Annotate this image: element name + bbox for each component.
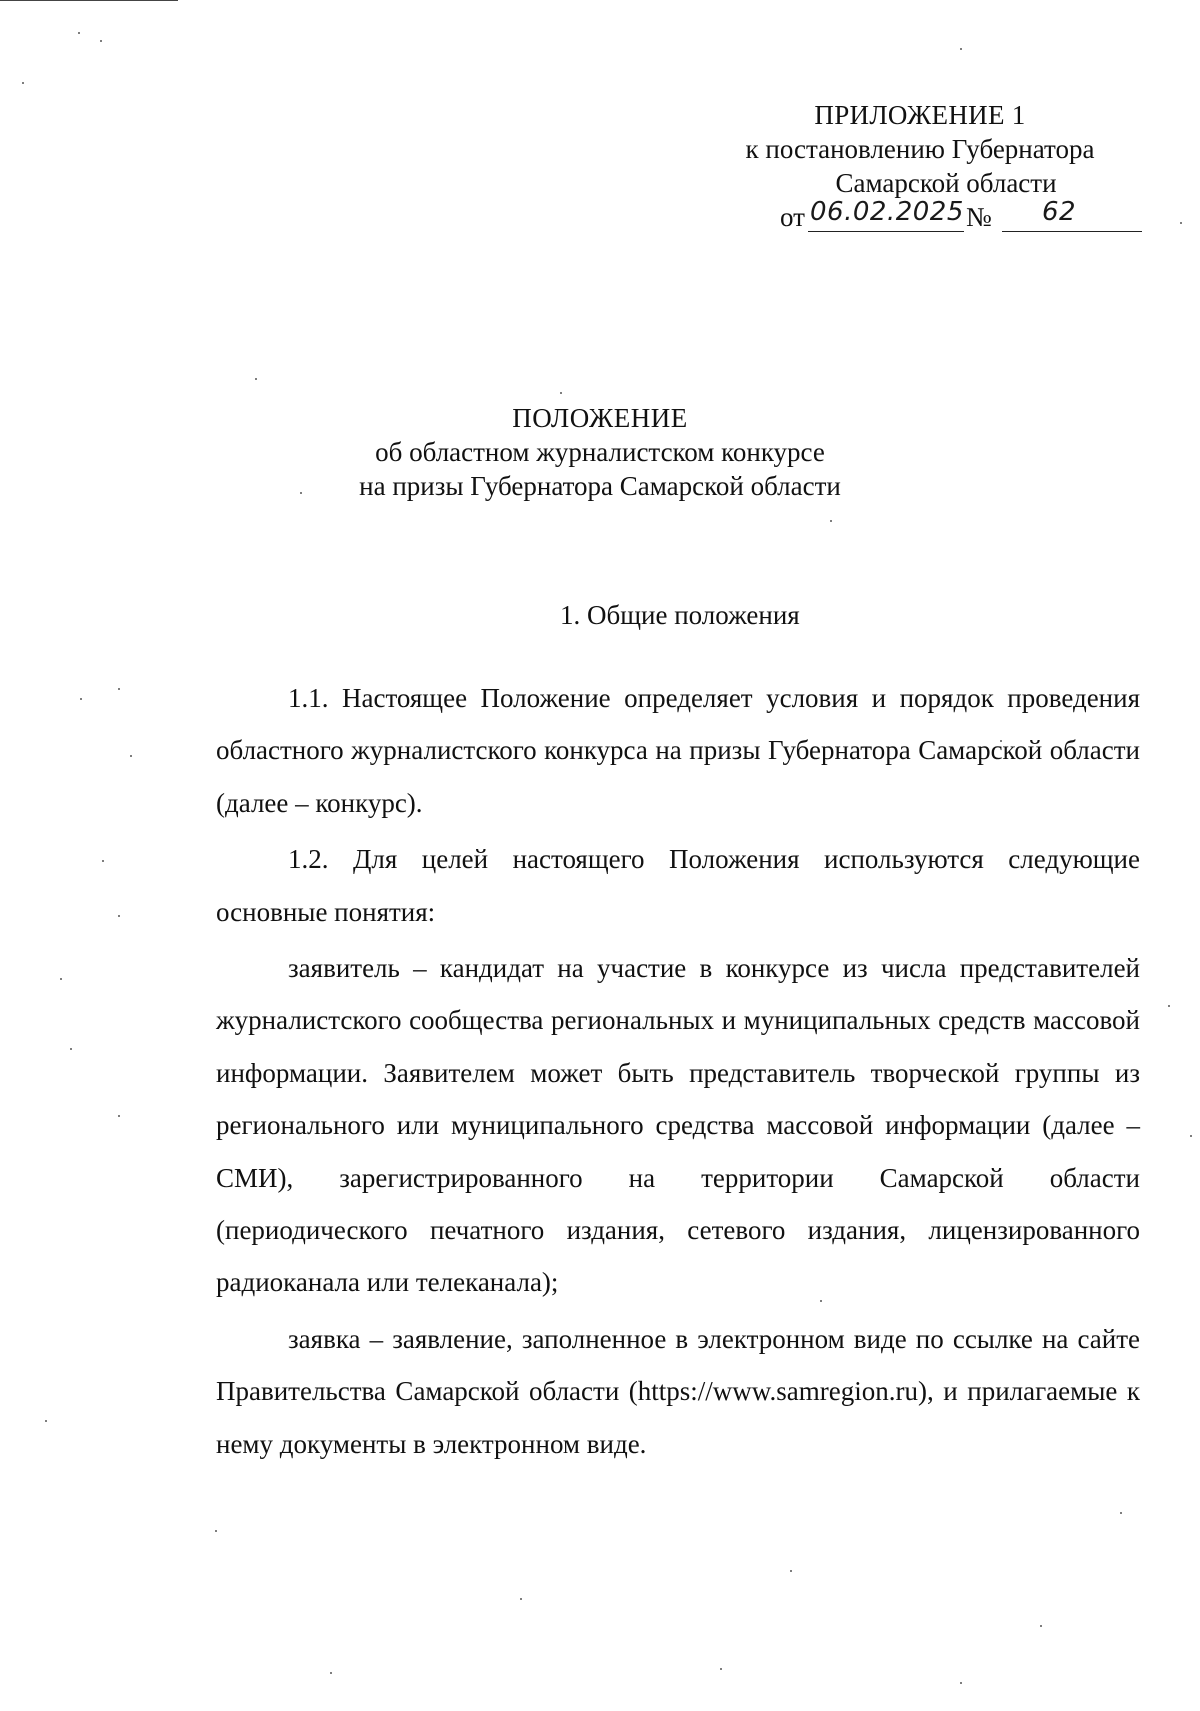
scan-speck xyxy=(330,1672,332,1674)
paragraph-1-2: 1.2. Для целей настоящего Положения используются следующие основные понятия: xyxy=(216,844,1140,927)
scan-speck xyxy=(1180,222,1182,224)
title-line-3: на призы Губернатора Самарской области xyxy=(359,471,841,501)
number-sign: № xyxy=(966,202,992,232)
document-title xyxy=(0,401,1200,503)
scan-speck xyxy=(70,1048,72,1050)
title-line-2: об областном журналистском конкурсе xyxy=(375,437,825,467)
handwritten-number: 62 xyxy=(1042,197,1077,227)
scan-speck xyxy=(960,1682,962,1684)
scan-speck xyxy=(960,48,962,50)
scan-speck xyxy=(1190,1135,1192,1137)
appendix-resolution-line: к постановлению Губернатора xyxy=(745,134,1095,164)
definition-application: заявка – заявление, заполненное в электронном виде по ссылке на сайте Правительства Самарской области (https://www.samregion.ru), и прилагаемые к нему документы в электронном виде. xyxy=(216,1323,1140,1459)
scan-speck xyxy=(118,688,120,690)
section-heading: 1. Общие положения xyxy=(560,600,800,630)
scan-speck xyxy=(720,1668,722,1670)
scan-speck xyxy=(790,1570,792,1572)
body-text xyxy=(216,672,1140,1474)
scan-speck xyxy=(1168,1005,1170,1007)
definition-applicant: заявитель – кандидат на участие в конкурсе из числа представителей журналистского сообщества региональных и муниципальных средств массовой информации. Заявителем может быть представитель творческой группы из регионального или муниципального средства массовой информации (далее – СМИ), зарегистрированного на территории Самарской области (периодического печатного издания, сетевого издания, лицензированного радиоканала или телеканала); xyxy=(216,953,1140,1298)
title-line-1: ПОЛОЖЕНИЕ xyxy=(512,403,688,433)
scan-speck xyxy=(130,755,132,757)
appendix-title: ПРИЛОЖЕНИЕ 1 xyxy=(814,100,1026,130)
scan-speck xyxy=(60,978,62,980)
appendix-header xyxy=(710,98,1130,200)
handwritten-date: 06.02.2025 xyxy=(810,197,964,227)
date-number-line xyxy=(780,198,1142,236)
scan-speck xyxy=(215,1530,217,1532)
appendix-region-line: Самарской области xyxy=(835,168,1057,198)
scan-speck xyxy=(830,520,832,522)
scan-speck xyxy=(255,378,257,380)
scan-speck xyxy=(118,1115,120,1117)
scan-speck xyxy=(78,32,80,34)
scan-speck xyxy=(100,40,102,42)
scan-speck xyxy=(1120,1512,1122,1514)
scan-speck xyxy=(102,860,104,862)
scan-speck xyxy=(1040,1625,1042,1627)
scan-speck xyxy=(520,1598,522,1600)
date-underline xyxy=(808,231,964,232)
scan-speck xyxy=(45,1420,47,1422)
number-underline xyxy=(1002,231,1142,232)
scan-edge-line xyxy=(0,0,178,1)
scan-speck xyxy=(118,915,120,917)
date-prefix: от xyxy=(780,202,805,232)
scan-speck xyxy=(560,392,562,394)
scan-speck xyxy=(22,82,24,84)
scan-speck xyxy=(80,698,82,700)
paragraph-1-1: 1.1. Настоящее Положение определяет условия и порядок проведения областного журналистского конкурса на призы Губернатора Самарской области (далее – конкурс). xyxy=(216,683,1140,818)
